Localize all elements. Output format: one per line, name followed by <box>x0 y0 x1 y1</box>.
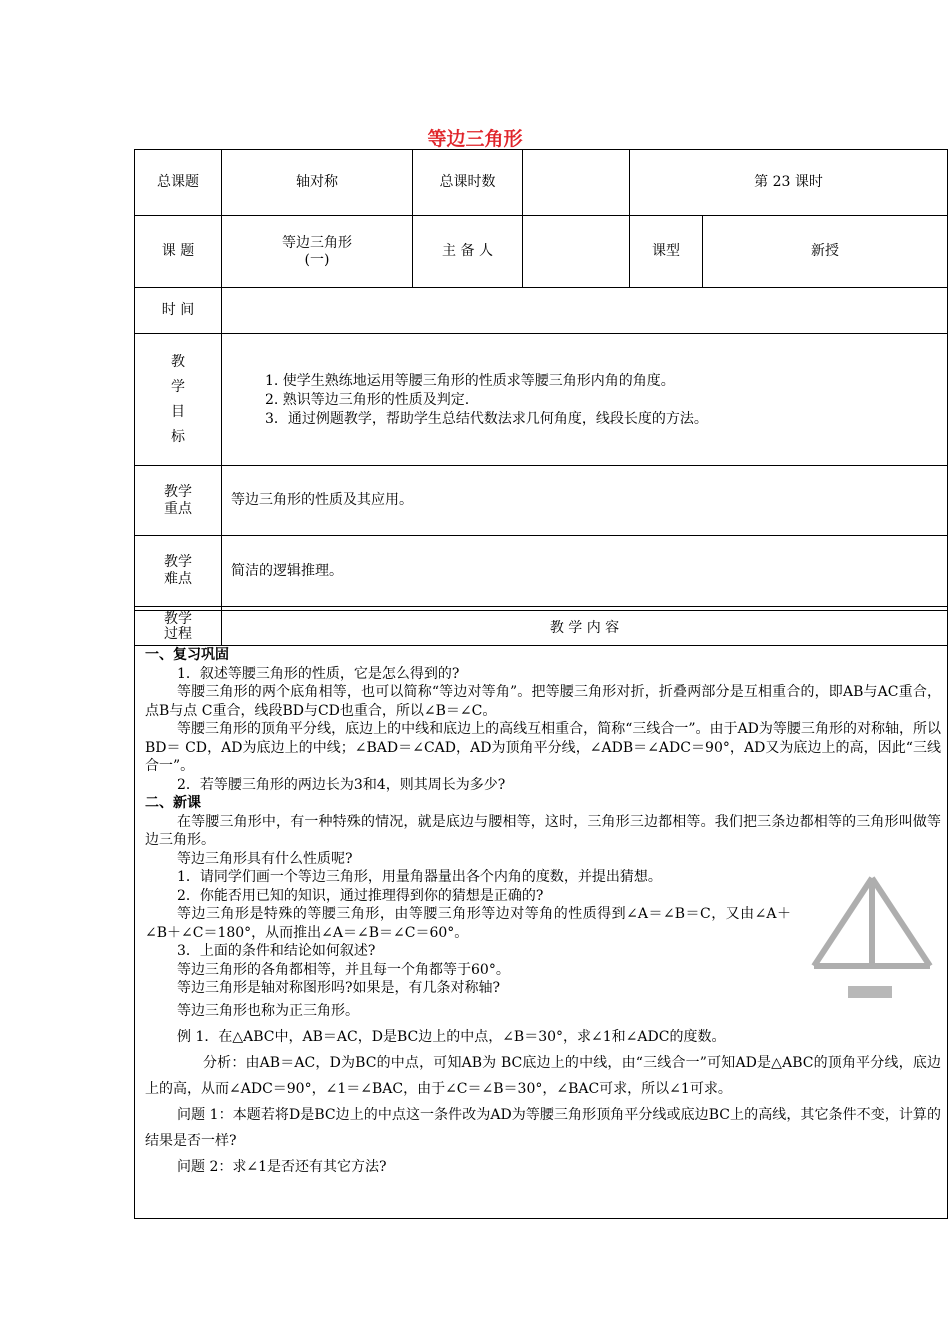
total-hours-label: 总课时数 <box>439 174 496 190</box>
paragraph: 3．上面的条件和结论如何叙述? <box>177 943 376 959</box>
triangle-side-ac <box>872 878 930 966</box>
figure-caption-blur <box>848 986 892 998</box>
lesson-number: 第 23 课时 <box>754 174 823 190</box>
key-points-value: 等边三角形的性质及其应用。 <box>231 492 413 508</box>
preparer-label: 主 备 人 <box>442 243 493 259</box>
paragraph: 2．若等腰三角形的两边长为3和4，则其周长为多少? <box>177 776 506 793</box>
type-value: 新授 <box>811 243 839 259</box>
goal-item: 2. 熟识等边三角形的性质及判定. <box>265 392 470 408</box>
paragraph: 等边三角形也称为正三角形。 <box>177 1002 359 1019</box>
paragraph: 等腰三角形的两个底角相等，也可以简称“等边对等角”。把等腰三角形对折，折叠两部分是互相重合的，即AB与AC重合，点B与点 C重合，线段BD与CD也重合，所以∠B＝∠C。 <box>145 684 941 719</box>
key-points-label: 教学 重点 <box>164 483 192 517</box>
goals-label: 教 学 目 标 <box>171 353 185 445</box>
difficulty-value: 简洁的逻辑推理。 <box>231 562 343 579</box>
goals-list <box>265 372 708 429</box>
paragraph: 等腰三角形的顶角平分线，底边上的中线和底边上的高线互相重合，简称“三线合一”。由于AD为等腰三角形的对称轴，所以BD＝ CD，AD为底边上的中线；∠BAD＝∠CAD，AD为顶角平分线，∠ADB＝∠ADC＝90°，AD又为底边上的高，因此“三线合一”。 <box>145 721 941 774</box>
paragraph: 在等腰三角形中，有一种特殊的情况，就是底边与腰相等，这时，三角形三边都相等。我们把三条边都相等的三角形叫做等边三角形。 <box>145 813 941 848</box>
paragraph: 等边三角形具有什么性质呢? <box>177 850 353 867</box>
type-label: 课型 <box>652 243 680 259</box>
lesson-value <box>222 216 412 287</box>
page-title: 等边三角形 <box>427 128 523 150</box>
section-heading: 一、复习巩固 <box>145 647 229 663</box>
section-heading: 二、新课 <box>145 795 201 811</box>
time-label: 时 间 <box>161 302 195 318</box>
analysis: 分析：由AB＝AC，D为BC的中点，可知AB为 BC底边上的中线，由“三线合一”可知AD是△ABC的顶角平分线，底边上的高，从而∠ADC＝90°，∠1＝∠BAC，由于∠C＝∠B＝30°，∠BAC可求，所以∠1可求。 <box>145 1054 941 1097</box>
paragraph: 2．你能否用已知的知识，通过推理得到你的猜想是正确的? <box>177 887 544 904</box>
triangle-figure <box>808 872 936 1000</box>
paragraph: 1．叙述等腰三角形的性质，它是怎么得到的? <box>177 665 460 682</box>
paragraph: 1．请同学们画一个等边三角形，用量角器量出各个内角的度数，并提出猜想。 <box>177 869 662 885</box>
process-label: 教学 过程 <box>164 610 192 642</box>
lesson-value-line1: 等边三角形 <box>282 234 352 251</box>
topic-value: 轴对称 <box>296 174 338 190</box>
paragraph: 等边三角形的各角都相等，并且每一个角都等于60°。 <box>177 961 510 978</box>
question-2: 问题 2：求∠1是否还有其它方法? <box>177 1158 387 1175</box>
goal-item: 3．通过例题教学，帮助学生总结代数法求几何角度，线段长度的方法。 <box>265 411 708 427</box>
paragraph: 等边三角形是轴对称图形吗?如果是，有几条对称轴? <box>177 980 501 996</box>
content-label: 教 学 内 容 <box>549 619 620 636</box>
goal-item: 1. 使学生熟练地运用等腰三角形的性质求等腰三角形内角的角度。 <box>265 373 675 389</box>
example-1: 例 1．在△ABC中，AB＝AC，D是BC边上的中点，∠B＝30°，求∠1和∠ADC的度数。 <box>177 1028 726 1045</box>
topic-label: 总课题 <box>157 174 199 190</box>
triangle-side-ab <box>814 878 872 966</box>
question-1: 问题 1：本题若将D是BC边上的中点这一条件改为AD为等腰三角形顶角平分线或底边BC上的高线，其它条件不变，计算的结果是否一样? <box>145 1106 941 1149</box>
lesson-value-line2: (一) <box>304 251 330 268</box>
difficulty-label: 教学 难点 <box>164 554 192 587</box>
paragraph: 等边三角形是特殊的等腰三角形，由等腰三角形等边对等角的性质得到∠A＝∠B＝C，又由∠A＋∠B＋∠C＝180°，从而推出∠A＝∠B＝∠C＝60°。 <box>145 906 791 941</box>
lesson-label: 课 题 <box>161 243 195 259</box>
